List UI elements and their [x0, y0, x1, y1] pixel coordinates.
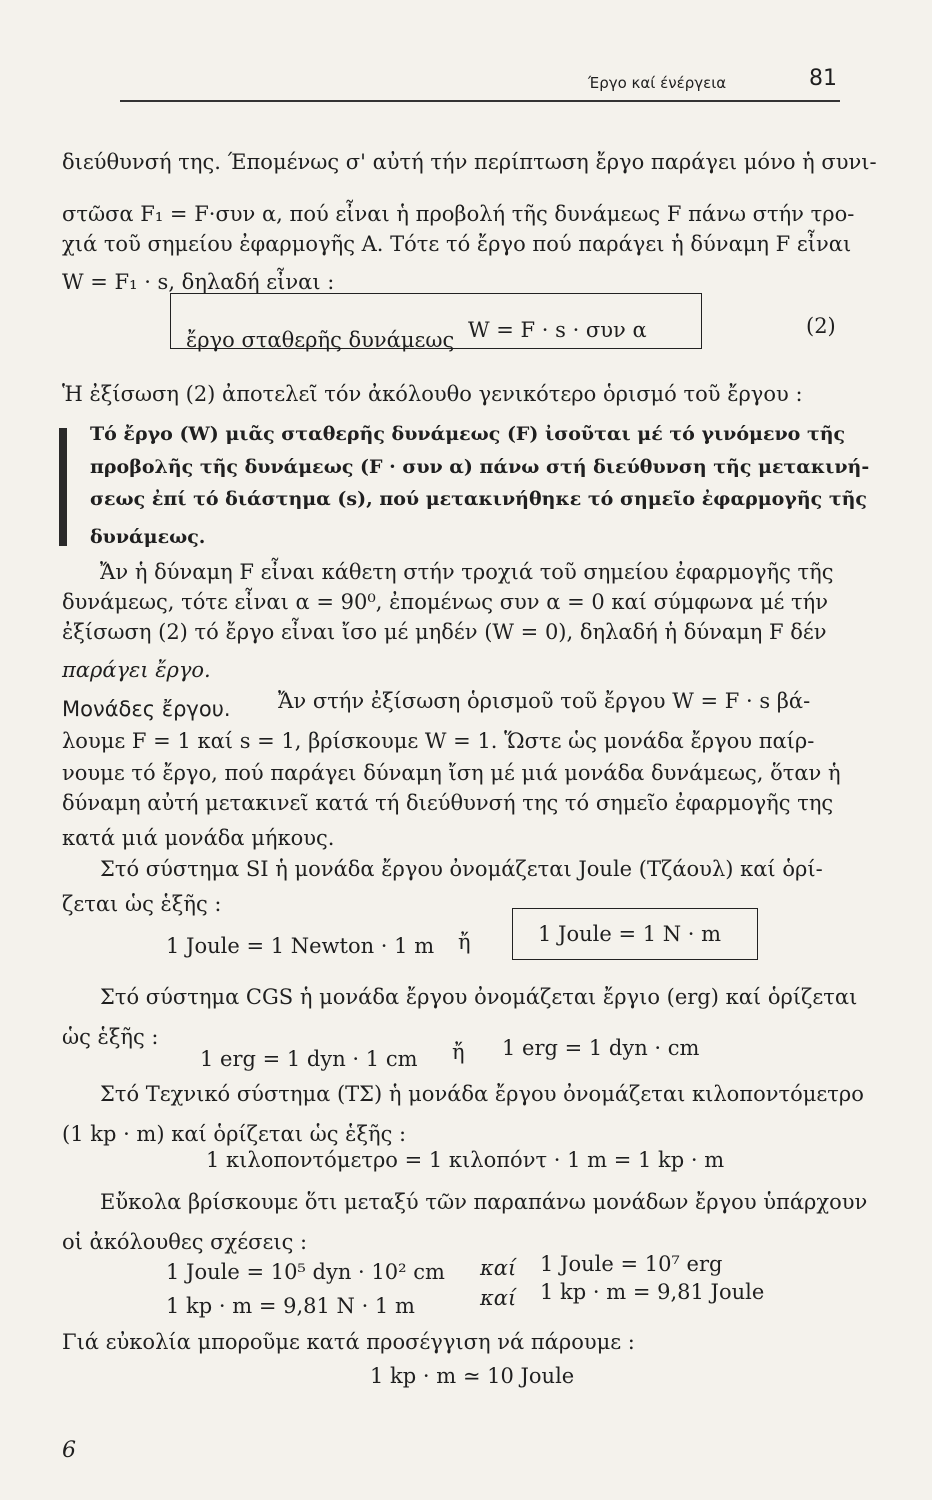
units-line4: δύναμη αὐτή μετακινεῖ κατά τή διεύθυνσή της τό σημεῖο ἐφαρμογῆς της	[62, 791, 834, 815]
relation2-right: 1 kp · m = 9,81 Joule	[540, 1280, 765, 1304]
relations-line2: οἱ ἀκόλουθες σχέσεις :	[62, 1230, 308, 1254]
formula-equation: W = F · s · συν α	[468, 318, 647, 342]
relations-line1: Εὔκολα βρίσκουμε ὅτι μεταξύ τῶν παραπάνω μονάδων ἔργου ὑπάρχουν	[100, 1190, 868, 1214]
si-equation-left: 1 Joule = 1 Newton · 1 m	[166, 934, 435, 958]
si-or: ἤ	[458, 930, 471, 954]
running-header: Έργο καί ένέργεια	[588, 74, 727, 92]
si-line2: ζεται ὡς ἑξῆς :	[62, 892, 222, 916]
approx-equation: 1 kp · m ≃ 10 Joule	[370, 1364, 575, 1388]
si-line1: Στό σύστημα SI ἡ μονάδα ἔργου ὀνομάζεται Joule (Τζάουλ) καί ὁρί-	[100, 857, 823, 881]
para2-line4: παράγει ἔργο.	[62, 658, 211, 682]
cgs-equation-left: 1 erg = 1 dyn · 1 cm	[200, 1047, 418, 1071]
technical-line1: Στό Τεχνικό σύστημα (ΤΣ) ἡ μονάδα ἔργου ὀνομάζεται κιλοποντόμετρο	[100, 1082, 864, 1106]
relation1-right: 1 Joule = 10⁷ erg	[540, 1252, 723, 1276]
para2-line3: ἐξίσωση (2) τό ἔργο εἶναι ἴσο μέ μηδέν (W = 0), δηλαδή ἡ δύναμη F δέν	[62, 620, 827, 644]
units-line2: λουμε F = 1 καί s = 1, βρίσκουμε W = 1. Ὥστε ὡς μονάδα ἔργου παίρ-	[62, 729, 815, 753]
para2-line2: δυνάμεως, τότε εἶναι α = 90⁰, ἐπομένως συν α = 0 καί σύμφωνα μέ τήν	[62, 590, 828, 614]
para1-line1: διεύθυνσή της. Έπομένως σ' αὐτή τήν περίπτωση ἔργο παράγει μόνο ἡ συνι-	[62, 150, 877, 174]
approx-line1: Γιά εὐκολία μποροῦμε κατά προσέγγιση νά πάρουμε :	[62, 1330, 635, 1354]
technical-line2: (1 kp · m) καί ὁρίζεται ὡς ἑξῆς :	[62, 1122, 407, 1146]
units-line1: Ἄν στήν ἐξίσωση ὁρισμοῦ τοῦ ἔργου W = F · s βά-	[278, 689, 811, 713]
relation1-left: 1 Joule = 10⁵ dyn · 10² cm	[166, 1260, 445, 1284]
relation2-left: 1 kp · m = 9,81 N · 1 m	[166, 1294, 415, 1318]
relation2-kai: καί	[480, 1286, 517, 1310]
definition-marker-bar	[59, 428, 67, 546]
para1-line3: χιά τοῦ σημείου ἐφαρμογῆς Α. Τότε τό ἔργο πού παράγει ἡ δύναμη F εἶναι	[62, 232, 852, 256]
definition-line4: δυνάμεως.	[90, 526, 206, 548]
cgs-line1: Στό σύστημα CGS ἡ μονάδα ἔργου ὀνομάζεται ἔργιο (erg) καί ὁρίζεται	[100, 985, 858, 1009]
folio-number: 6	[62, 1438, 76, 1463]
cgs-line2: ὡς ἑξῆς :	[62, 1025, 159, 1049]
page-number: 81	[809, 66, 837, 91]
para1-line4: W = F₁ · s, δηλαδή εἶναι :	[62, 270, 335, 294]
units-heading: Μονάδες ἔργου.	[62, 697, 231, 721]
para2-line1: Ἄν ἡ δύναμη F εἶναι κάθετη στήν τροχιά τοῦ σημείου ἐφαρμογῆς τῆς	[100, 560, 834, 584]
header-rule	[120, 100, 840, 102]
cgs-or: ἤ	[452, 1040, 465, 1064]
definition-line2: προβολῆς τῆς δυνάμεως (F · συν α) πάνω στή διεύθυνση τῆς μετακινή-	[90, 456, 870, 478]
units-line5: κατά μιά μονάδα μήκους.	[62, 826, 335, 850]
cgs-equation-right: 1 erg = 1 dyn · cm	[502, 1036, 700, 1060]
si-equation-boxed: 1 Joule = 1 N · m	[538, 922, 722, 946]
definition-line3: σεως ἐπί τό διάστημα (s), πού μετακινήθηκε τό σημεῖο ἐφαρμογῆς τῆς	[90, 488, 867, 510]
para1-line2: στῶσα F₁ = F·συν α, πού εἶναι ἡ προβολή τῆς δυνάμεως F πάνω στήν τρο-	[62, 202, 855, 226]
definition-line1: Τό ἔργο (W) μιᾶς σταθερῆς δυνάμεως (F) ἰσοῦται μέ τό γινόμενο τῆς	[90, 423, 846, 445]
equation-number: (2)	[806, 314, 836, 338]
definition-intro: Ἡ ἐξίσωση (2) ἀποτελεῖ τόν ἀκόλουθο γενικότερο ὁρισμό τοῦ ἔργου :	[62, 382, 803, 406]
units-line3: νουμε τό ἔργο, πού παράγει δύναμη ἴση μέ μιά μονάδα δυνάμεως, ὅταν ἡ	[62, 761, 841, 785]
technical-equation: 1 κιλοποντόμετρο = 1 κιλοπόντ · 1 m = 1 kp · m	[206, 1148, 725, 1172]
formula-label: ἔργο σταθερῆς δυνάμεως	[186, 328, 455, 352]
relation1-kai: καί	[480, 1256, 517, 1280]
